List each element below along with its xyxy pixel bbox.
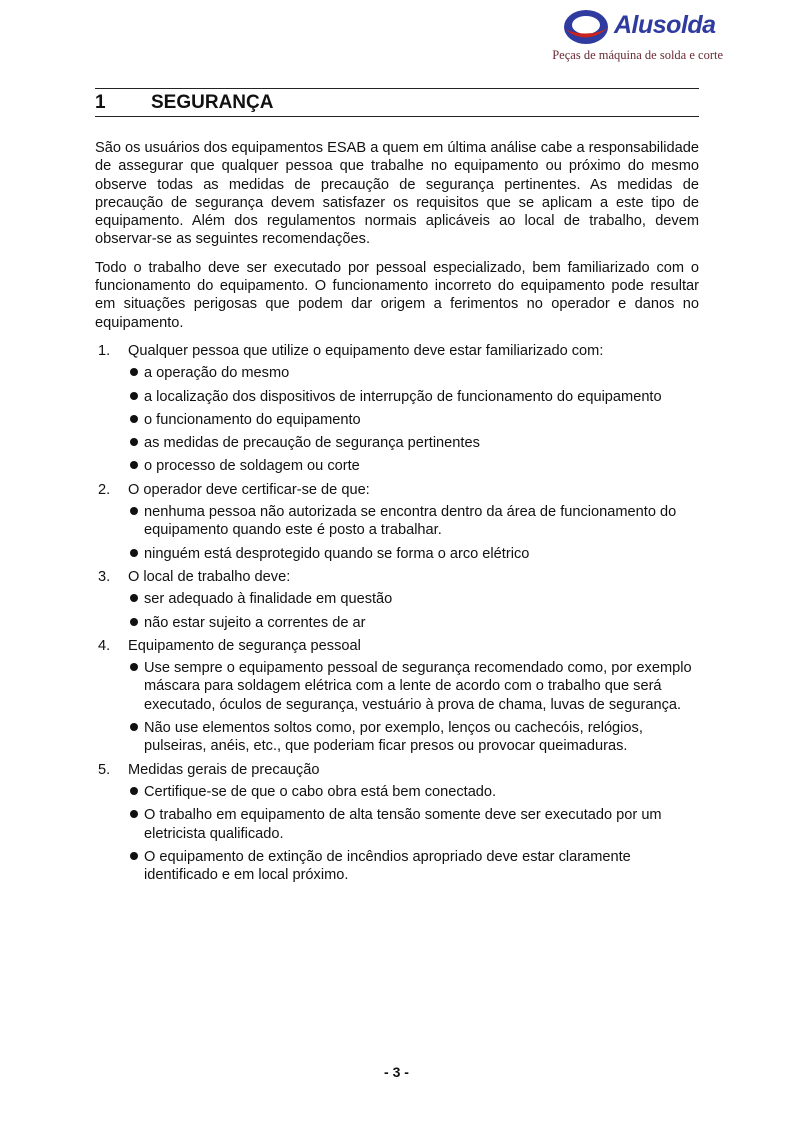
item-number: 1. — [98, 342, 111, 359]
bullet-icon — [130, 461, 138, 469]
item-title: Qualquer pessoa que utilize o equipamento deve estar familiarizado com: — [128, 342, 604, 359]
bullet-icon — [130, 810, 138, 818]
bullet-icon — [130, 368, 138, 376]
item-number: 3. — [98, 568, 111, 585]
bullet-icon — [130, 663, 138, 671]
bullet-icon — [130, 787, 138, 795]
bullet-list — [128, 783, 699, 884]
bullet-icon — [130, 507, 138, 515]
bullet-item: o funcionamento do equipamento — [128, 411, 699, 429]
logo-tagline: Peças de máquina de solda e corte — [552, 48, 723, 62]
item-number: 5. — [98, 761, 111, 778]
alusolda-logo — [552, 6, 730, 62]
list-item-operator — [95, 481, 699, 563]
bullet-item: O trabalho em equipamento de alta tensão somente deve ser executado por um eletricista qualificado. — [128, 806, 699, 843]
document-body — [95, 139, 699, 889]
item-title: Medidas gerais de precaução — [128, 761, 320, 778]
item-title: O operador deve certificar-se de que: — [128, 481, 370, 498]
bullet-item: não estar sujeito a correntes de ar — [128, 614, 699, 632]
page-number: - 3 - — [384, 1064, 409, 1080]
bullet-list — [128, 503, 699, 563]
qualification-paragraph: Todo o trabalho deve ser executado por pessoal especializado, bem familiarizado com o funcionamento do equipamento. O funcionamento incorreto do equipamento pode resultar em situações perigosas que podem dar origem a ferimentos no operador e danos no equipamento. — [95, 259, 699, 331]
item-title: O local de trabalho deve: — [128, 568, 291, 585]
bullet-icon — [130, 618, 138, 626]
bullet-icon — [130, 549, 138, 557]
bullet-item: o processo de soldagem ou corte — [128, 457, 699, 475]
bullet-icon — [130, 438, 138, 446]
bullet-icon — [130, 392, 138, 400]
section-number: 1 — [95, 92, 106, 113]
bullet-item: ninguém está desprotegido quando se forma o arco elétrico — [128, 545, 699, 563]
section-heading — [95, 88, 699, 117]
bullet-item: Não use elementos soltos como, por exemplo, lenços ou cachecóis, relógios, pulseiras, anéis, etc., que poderiam ficar presos ou provocar queimaduras. — [128, 719, 699, 756]
bullet-icon — [130, 594, 138, 602]
intro-paragraph: São os usuários dos equipamentos ESAB a quem em última análise cabe a responsabilidade de assegurar que qualquer pessoa que trabalhe no equipamento ou próximo do mesmo observe todas as medidas de precaução de segurança pertinentes. As medidas de precaução de segurança devem satisfazer os requisitos que se aplicam a este tipo de equipamento. Além dos regulamentos normais aplicáveis ao local de trabalho, devem observar-se as seguintes recomendações. — [95, 140, 699, 248]
bullet-icon — [130, 723, 138, 731]
item-number: 2. — [98, 481, 111, 498]
list-item-general-precautions — [95, 761, 699, 885]
item-title: Equipamento de segurança pessoal — [128, 637, 361, 654]
bullet-item: ser adequado à finalidade em questão — [128, 590, 699, 608]
bullet-list — [128, 659, 699, 755]
section-title: SEGURANÇA — [151, 92, 274, 113]
bullet-item: O equipamento de extinção de incêndios apropriado deve estar claramente identificado e em local próximo. — [128, 848, 699, 885]
logo-brand: Alusolda — [614, 11, 716, 39]
bullet-list — [128, 364, 699, 475]
list-item-workplace — [95, 568, 699, 632]
list-item-familiarity — [95, 342, 699, 476]
bullet-item: Certifique-se de que o cabo obra está bem conectado. — [128, 783, 699, 801]
bullet-item: a operação do mesmo — [128, 364, 699, 382]
logo-swoosh-icon — [560, 6, 620, 48]
bullet-item: as medidas de precaução de segurança pertinentes — [128, 434, 699, 452]
bullet-item: a localização dos dispositivos de interrupção de funcionamento do equipamento — [128, 388, 699, 406]
bullet-item: Use sempre o equipamento pessoal de segurança recomendado como, por exemplo máscara para soldagem elétrica com a lente de acordo com o trabalho que será executado, óculos de segurança, vestuário à prova de chama, luvas de segurança. — [128, 659, 699, 714]
bullet-icon — [130, 852, 138, 860]
item-number: 4. — [98, 637, 111, 654]
bullet-item: nenhuma pessoa não autorizada se encontra dentro da área de funcionamento do equipamento quando este é posto a trabalhar. — [128, 503, 699, 540]
list-item-protective-equipment — [95, 637, 699, 756]
bullet-icon — [130, 415, 138, 423]
bullet-list — [128, 590, 699, 632]
